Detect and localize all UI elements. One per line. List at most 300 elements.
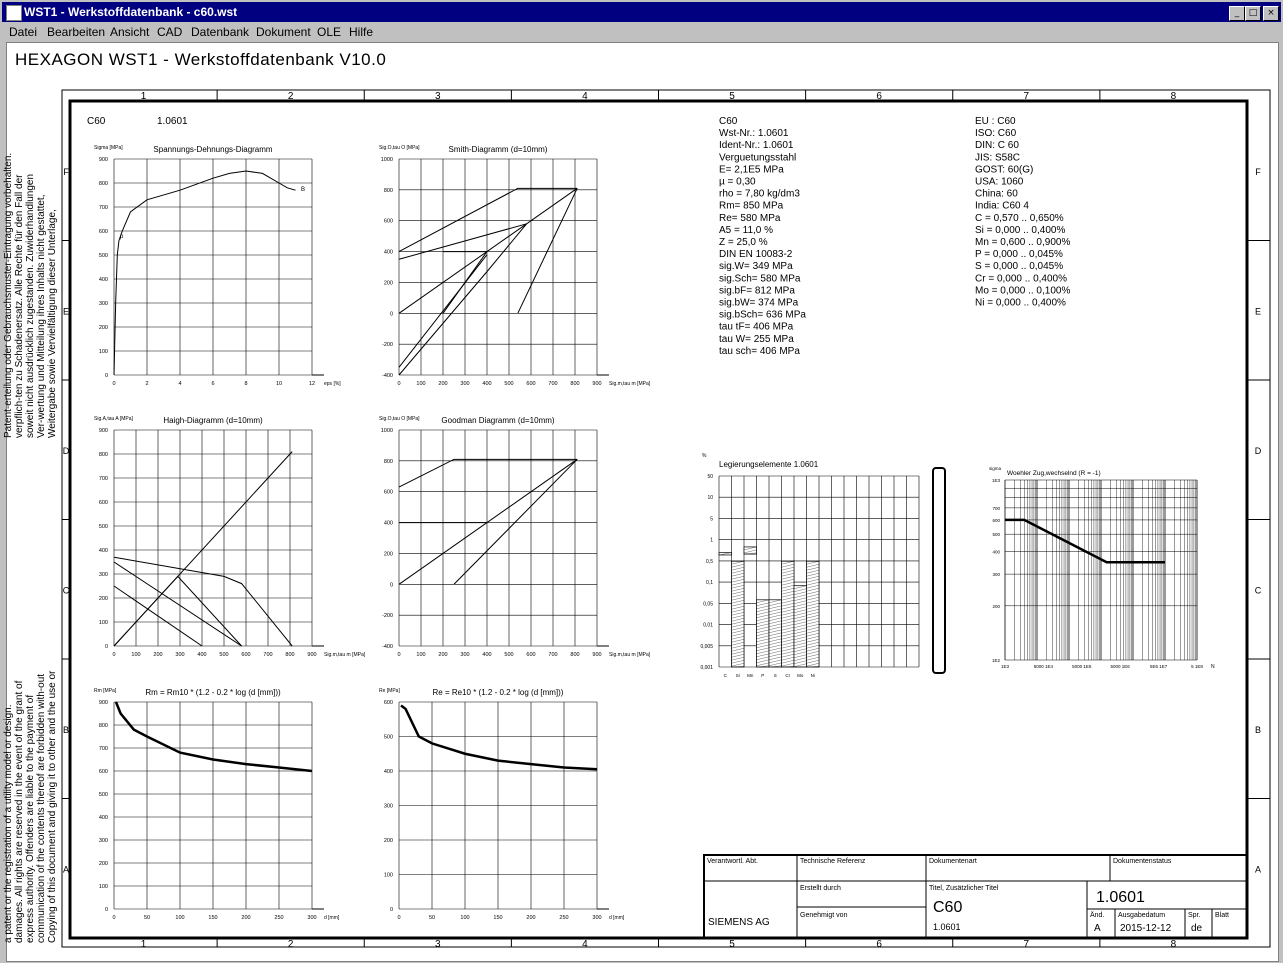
date-value: 2015-12-12 bbox=[1120, 923, 1172, 934]
haigh-ylabel: Sig.A,tau A [MPa] bbox=[94, 416, 133, 422]
alloy-ytick: 10 bbox=[707, 495, 713, 502]
goodman-xtick: 300 bbox=[460, 652, 470, 658]
menu-cad[interactable]: CAD bbox=[157, 25, 183, 39]
goodman-xtick: 700 bbox=[548, 652, 558, 658]
woehler-ytick: 500 bbox=[992, 532, 1000, 538]
menu-bearbeiten[interactable]: Bearbeiten bbox=[47, 25, 106, 39]
row-label-right-B: B bbox=[1254, 724, 1262, 735]
rm-xtick: 250 bbox=[274, 915, 284, 921]
goodman-series-3 bbox=[454, 459, 577, 584]
haigh-xtick: 600 bbox=[241, 652, 251, 658]
re-xtick: 0 bbox=[397, 915, 401, 921]
property-line: Verguetungsstahl bbox=[719, 152, 797, 164]
rm-xtick: 50 bbox=[143, 915, 151, 921]
column-label-1: 1 bbox=[140, 91, 147, 102]
label-approved: Genehmigt von bbox=[800, 912, 848, 919]
row-label-right-A: A bbox=[1254, 864, 1262, 875]
standard-line: China: 60 bbox=[975, 188, 1018, 200]
window-title: WST1 - Werkstoffdatenbank - c60.wst bbox=[24, 5, 238, 19]
haigh-xtick: 100 bbox=[131, 652, 141, 658]
row-label-C: C bbox=[62, 585, 70, 596]
stress-strain-xlabel: eps [%] bbox=[324, 381, 341, 387]
re-series-0 bbox=[401, 705, 597, 769]
re-ytick: 400 bbox=[383, 769, 393, 775]
alloy-scale-bar bbox=[933, 468, 945, 673]
stress-strain-xtick: 10 bbox=[275, 381, 283, 387]
column-label-bottom-1: 1 bbox=[140, 939, 147, 950]
goodman-xtick: 600 bbox=[526, 652, 536, 658]
property-line: µ = 0,30 bbox=[719, 176, 756, 188]
woehler-xtick: 5 1E8 bbox=[1191, 664, 1203, 669]
rm-ytick: 500 bbox=[98, 792, 108, 798]
haigh-title: Haigh-Diagramm (d=10mm) bbox=[163, 416, 263, 425]
smith-xtick: 900 bbox=[592, 381, 602, 387]
title-bar[interactable] bbox=[2, 2, 1281, 22]
property-line: Rm= 850 MPa bbox=[719, 200, 784, 212]
menu-datei[interactable]: Datei bbox=[9, 25, 38, 39]
haigh-ytick: 900 bbox=[98, 428, 108, 434]
close-button[interactable]: × bbox=[1263, 6, 1279, 21]
smith-chart bbox=[379, 145, 651, 387]
haigh-ytick: 200 bbox=[98, 596, 108, 602]
property-line: Wst-Nr.: 1.0601 bbox=[719, 128, 789, 140]
standards-list bbox=[975, 116, 1070, 309]
woehler-ytick: 1E2 bbox=[991, 658, 1000, 663]
row-label-E: E bbox=[62, 306, 70, 317]
column-label-3: 3 bbox=[435, 91, 441, 102]
stress-strain-annotation-b: B bbox=[301, 187, 306, 193]
property-line: E= 2,1E5 MPa bbox=[719, 164, 784, 176]
menu-bar bbox=[2, 23, 1281, 41]
woehler-ytick: 200 bbox=[992, 603, 1000, 609]
standard-line: Cr = 0,000 .. 0,400% bbox=[975, 273, 1068, 285]
stress-strain-series-0 bbox=[114, 171, 296, 375]
stress-strain-ytick: 200 bbox=[98, 325, 108, 331]
haigh-xtick: 500 bbox=[219, 652, 229, 658]
alloy-xtick-Mo: Mo bbox=[797, 673, 804, 678]
property-line: rho = 7,80 kg/dm3 bbox=[719, 188, 800, 200]
standard-line: DIN: C 60 bbox=[975, 140, 1019, 152]
column-label-bottom-2: 2 bbox=[287, 939, 294, 950]
re-xtick: 50 bbox=[428, 915, 436, 921]
haigh-ytick: 600 bbox=[98, 500, 108, 506]
rm-ylabel: Rm [MPa] bbox=[94, 688, 117, 694]
property-line: tau tF= 406 MPa bbox=[719, 321, 794, 333]
standard-line: Si = 0,000 .. 0,400% bbox=[975, 224, 1066, 236]
standard-line: Mo = 0,000 .. 0,100% bbox=[975, 285, 1071, 297]
sidenote-bottom bbox=[3, 670, 58, 943]
re-xlabel: d [mm] bbox=[609, 915, 625, 921]
menu-hilfe[interactable]: Hilfe bbox=[349, 25, 374, 39]
smith-xtick: 300 bbox=[460, 381, 470, 387]
re-title: Re = Re10 * (1.2 - 0.2 * log (d [mm])) bbox=[432, 688, 564, 697]
smith-ytick: 1000 bbox=[380, 157, 393, 163]
smith-xlabel: Sig.m,tau m [MPa] bbox=[609, 381, 651, 387]
rm-series-0 bbox=[116, 702, 312, 771]
stress-strain-ytick: 300 bbox=[98, 301, 108, 307]
standard-line: JIS: S58C bbox=[975, 152, 1021, 164]
woehler-ytick: 400 bbox=[992, 549, 1000, 555]
rm-ytick: 900 bbox=[98, 700, 108, 706]
property-line: sig.bSch= 636 MPa bbox=[719, 309, 806, 321]
row-label-B: B bbox=[62, 724, 70, 735]
inner-frame bbox=[70, 101, 1247, 938]
sidenote-line: a patent or the registration of a utility model or design. bbox=[3, 704, 14, 943]
stress-strain-chart bbox=[94, 145, 341, 387]
sidenote-line: Ver-wertung und Mitteilung ihres Inhalts nicht gestattet, bbox=[36, 194, 47, 438]
woehler-ytick: 600 bbox=[992, 517, 1000, 523]
menu-ole[interactable]: OLE bbox=[317, 25, 342, 39]
alloy-ytick: 1 bbox=[710, 537, 713, 544]
re-chart bbox=[379, 688, 625, 921]
row-label-right-C: C bbox=[1254, 585, 1262, 596]
alloy-xtick-S: S bbox=[773, 673, 777, 678]
sidenote-line: verpflich-ten zu Schadenersatz. Alle Rechte für den Fall der bbox=[14, 174, 25, 438]
woehler-xtick: 5000 1E6 bbox=[1110, 664, 1130, 669]
column-label-5: 5 bbox=[729, 91, 735, 102]
smith-xtick: 700 bbox=[548, 381, 558, 387]
alloy-xtick-Mn: Mn bbox=[747, 673, 754, 678]
haigh-xlabel: Sig.m,tau m [MPa] bbox=[324, 652, 366, 658]
woehler-xtick: 5E6 1E7 bbox=[1149, 664, 1168, 669]
haigh-ytick: 800 bbox=[98, 452, 108, 458]
goodman-xtick: 500 bbox=[504, 652, 514, 658]
sidenote-line: soweit nicht ausdrücklich zugestanden. Zuwiderhandlungen bbox=[25, 173, 36, 438]
woehler-xtick: 5000 1E4 bbox=[1033, 664, 1054, 669]
haigh-xtick: 200 bbox=[153, 652, 163, 658]
goodman-xtick: 200 bbox=[438, 652, 448, 658]
column-label-bottom-5: 5 bbox=[729, 939, 735, 950]
haigh-ytick: 500 bbox=[98, 524, 108, 530]
rm-ytick: 200 bbox=[98, 861, 108, 867]
woehler-xtick: 5000 1E5 bbox=[1072, 664, 1092, 669]
goodman-series-2 bbox=[399, 459, 577, 584]
row-label-right-E: E bbox=[1254, 306, 1262, 317]
doc-title: C60 bbox=[933, 899, 963, 916]
stress-strain-xtick: 2 bbox=[145, 381, 149, 387]
rm-xlabel: d [mm] bbox=[324, 915, 340, 921]
page-title: HEXAGON WST1 - Werkstoffdatenbank V10.0 bbox=[15, 50, 387, 69]
column-label-8: 8 bbox=[1170, 91, 1177, 102]
smith-series-0 bbox=[399, 188, 577, 251]
re-ytick: 600 bbox=[383, 700, 393, 706]
stress-strain-xtick: 4 bbox=[178, 381, 182, 387]
column-label-bottom-6: 6 bbox=[876, 939, 882, 950]
goodman-ytick: 0 bbox=[389, 582, 393, 589]
alloy-xtick-P: P bbox=[761, 673, 765, 678]
goodman-ytick: 400 bbox=[383, 520, 393, 527]
rev-value: A bbox=[1094, 923, 1101, 934]
sidenote-line: Weitergabe sowie Vervielfältigung dieser Unterlage, bbox=[47, 209, 58, 438]
column-label-2: 2 bbox=[287, 91, 294, 102]
sidenote-line: damages. All rights are reserved in the event of the grant of bbox=[14, 680, 25, 943]
smith-ylabel: Sig.O,tau O [MPa] bbox=[379, 145, 420, 151]
property-line: tau W= 255 MPa bbox=[719, 333, 794, 345]
woehler-ylabel: sigma bbox=[989, 466, 1002, 471]
material-name: C60 bbox=[87, 116, 106, 127]
alloy-bar-Ni bbox=[807, 561, 820, 667]
doc-subtitle: 1.0601 bbox=[933, 922, 961, 932]
woehler-title: Woehler Zug,wechselnd (R = -1) bbox=[1007, 470, 1101, 477]
column-label-6: 6 bbox=[876, 91, 882, 102]
haigh-series-1 bbox=[114, 562, 242, 646]
label-title: Titel, Zusätzlicher Titel bbox=[929, 885, 999, 892]
menu-ansicht[interactable]: Ansicht bbox=[110, 25, 150, 39]
smith-series-7 bbox=[518, 188, 577, 313]
re-ytick: 200 bbox=[383, 838, 393, 844]
re-xtick: 150 bbox=[493, 915, 503, 921]
rm-chart bbox=[94, 688, 340, 921]
row-label-right-D: D bbox=[1254, 445, 1262, 456]
haigh-xtick: 300 bbox=[175, 652, 185, 658]
property-line: sig.bW= 374 MPa bbox=[719, 297, 799, 309]
rm-ytick: 400 bbox=[98, 815, 108, 821]
goodman-ytick: 600 bbox=[383, 489, 393, 496]
sidenote-line: Copying of this document and giving it to other and the use or bbox=[47, 670, 58, 943]
outer-frame bbox=[62, 90, 1270, 947]
property-line: Ident-Nr.: 1.0601 bbox=[719, 140, 794, 152]
property-line: Z = 25,0 % bbox=[719, 237, 768, 248]
haigh-xtick: 700 bbox=[263, 652, 273, 658]
properties-list bbox=[719, 116, 806, 357]
goodman-ytick: 1000 bbox=[380, 428, 393, 434]
document-canvas[interactable] bbox=[3, 42, 1279, 962]
property-line: sig.Sch= 580 MPa bbox=[719, 273, 801, 285]
lang-value: de bbox=[1191, 923, 1203, 934]
column-label-bottom-3: 3 bbox=[435, 939, 441, 950]
rm-xtick: 100 bbox=[175, 915, 185, 921]
doc-number: 1.0601 bbox=[1096, 889, 1145, 906]
app-icon[interactable] bbox=[6, 5, 22, 21]
stress-strain-ylabel: Sigma [MPa] bbox=[94, 145, 123, 151]
standard-line: USA: 1060 bbox=[975, 176, 1024, 188]
smith-title: Smith-Diagramm (d=10mm) bbox=[448, 145, 548, 154]
sidenote-top bbox=[3, 153, 58, 438]
property-line: A5 = 11,0 % bbox=[719, 224, 774, 236]
standard-line: ISO: C60 bbox=[975, 128, 1017, 140]
standard-line: P = 0,000 .. 0,045% bbox=[975, 249, 1063, 261]
haigh-ytick: 700 bbox=[98, 476, 108, 482]
row-label-right-F: F bbox=[1255, 166, 1261, 177]
goodman-xtick: 0 bbox=[397, 652, 401, 658]
rm-ytick: 0 bbox=[104, 907, 108, 913]
column-label-bottom-8: 8 bbox=[1170, 939, 1177, 950]
menu-dokument[interactable]: Dokument bbox=[256, 25, 311, 39]
goodman-series-0 bbox=[399, 459, 577, 487]
material-number: 1.0601 bbox=[157, 116, 188, 127]
haigh-xtick: 900 bbox=[307, 652, 317, 658]
woehler-ytick: 700 bbox=[992, 505, 1000, 511]
rm-xtick: 300 bbox=[307, 915, 317, 921]
stress-strain-xtick: 0 bbox=[112, 381, 116, 387]
woehler-chart bbox=[989, 466, 1215, 670]
smith-ytick: -400 bbox=[381, 373, 393, 379]
rm-ytick: 600 bbox=[98, 769, 108, 775]
label-responsible: Verantwortl. Abt. bbox=[707, 858, 758, 865]
label-lang: Spr. bbox=[1188, 912, 1201, 919]
label-rev: Änd. bbox=[1090, 912, 1105, 919]
goodman-xtick: 400 bbox=[482, 652, 492, 658]
haigh-ytick: 100 bbox=[98, 620, 108, 626]
stress-strain-ytick: 500 bbox=[98, 253, 108, 259]
stress-strain-annotation-p: p bbox=[120, 234, 124, 240]
alloy-chart bbox=[700, 453, 945, 678]
smith-ytick: 800 bbox=[383, 187, 393, 194]
row-label-F: F bbox=[63, 166, 69, 177]
re-xtick: 200 bbox=[526, 915, 536, 921]
stress-strain-title: Spannungs-Dehnungs-Diagramm bbox=[153, 145, 273, 154]
woehler-ytick: 300 bbox=[992, 572, 1000, 578]
smith-series-4 bbox=[399, 188, 577, 313]
smith-xtick: 100 bbox=[416, 381, 426, 387]
property-line: tau sch= 406 MPa bbox=[719, 345, 800, 357]
haigh-xtick: 0 bbox=[112, 652, 116, 658]
sidenote-line: express authority. Offenders are liable to the payment of bbox=[25, 694, 36, 943]
re-ylabel: Re [MPa] bbox=[379, 688, 400, 694]
alloy-ylabel: % bbox=[702, 453, 707, 459]
column-label-bottom-7: 7 bbox=[1023, 939, 1030, 950]
smith-ytick: -200 bbox=[381, 342, 393, 349]
smith-ytick: 200 bbox=[383, 280, 393, 287]
maximize-button[interactable]: □ bbox=[1245, 6, 1261, 21]
sidenote-top-text bbox=[3, 153, 58, 438]
goodman-title: Goodman Diagramm (d=10mm) bbox=[441, 416, 555, 425]
stress-strain-xtick: 8 bbox=[244, 381, 248, 387]
stress-strain-xtick: 12 bbox=[308, 381, 316, 387]
sidenote-line: Patent-erteilung oder Gebrauchsmuster-Eintragung vorbehalten. bbox=[3, 152, 14, 438]
property-line: sig.W= 349 MPa bbox=[719, 261, 793, 273]
stress-strain-ytick: 0 bbox=[104, 373, 108, 379]
alloy-ytick: 0,005 bbox=[700, 643, 713, 650]
stress-strain-ytick: 100 bbox=[98, 349, 108, 355]
goodman-ytick: -400 bbox=[381, 644, 393, 650]
standard-line: GOST: 60(G) bbox=[975, 164, 1034, 176]
re-xtick: 100 bbox=[460, 915, 470, 921]
smith-xtick: 0 bbox=[397, 381, 401, 387]
column-label-7: 7 bbox=[1023, 91, 1030, 102]
rm-ytick: 100 bbox=[98, 884, 108, 890]
stress-strain-ytick: 800 bbox=[98, 181, 108, 187]
goodman-xlabel: Sig.m,tau m [MPa] bbox=[609, 652, 651, 658]
alloy-bar-Si bbox=[732, 561, 745, 667]
column-label-bottom-4: 4 bbox=[582, 939, 588, 950]
smith-xtick: 400 bbox=[482, 381, 492, 387]
re-ytick: 300 bbox=[383, 803, 393, 810]
standard-line: C = 0,570 .. 0,650% bbox=[975, 212, 1064, 224]
smith-xtick: 600 bbox=[526, 381, 536, 387]
goodman-ytick: 200 bbox=[383, 551, 393, 558]
goodman-xtick: 900 bbox=[592, 652, 602, 658]
rm-xtick: 150 bbox=[208, 915, 218, 921]
stress-strain-ytick: 900 bbox=[98, 157, 108, 163]
standard-line: EU : C60 bbox=[975, 116, 1016, 127]
alloy-xtick-C: C bbox=[723, 673, 727, 678]
haigh-ytick: 400 bbox=[98, 548, 108, 554]
standard-line: India: C60 4 bbox=[975, 200, 1029, 212]
re-xtick: 250 bbox=[559, 915, 569, 921]
alloy-xtick-Cr: Cr bbox=[785, 673, 791, 678]
standard-line: S = 0,000 .. 0,045% bbox=[975, 261, 1064, 273]
goodman-xtick: 100 bbox=[416, 652, 426, 658]
rm-ytick: 300 bbox=[98, 838, 108, 844]
minimize-button[interactable]: _ bbox=[1229, 6, 1245, 21]
rm-title: Rm = Rm10 * (1.2 - 0.2 * log (d [mm])) bbox=[145, 688, 281, 697]
smith-xtick: 800 bbox=[570, 381, 580, 387]
alloy-ytick: 50 bbox=[707, 474, 713, 480]
column-label-4: 4 bbox=[582, 91, 588, 102]
re-ytick: 0 bbox=[389, 907, 393, 913]
goodman-chart bbox=[379, 416, 651, 658]
haigh-ytick: 0 bbox=[104, 644, 108, 650]
property-line: DIN EN 10083-2 bbox=[719, 249, 793, 261]
row-label-D: D bbox=[62, 445, 70, 456]
rm-ytick: 700 bbox=[98, 746, 108, 752]
haigh-xtick: 400 bbox=[197, 652, 207, 658]
menu-datenbank[interactable]: Datenbank bbox=[191, 25, 250, 39]
smith-xtick: 500 bbox=[504, 381, 514, 387]
stress-strain-ytick: 600 bbox=[98, 229, 108, 235]
stress-strain-xtick: 6 bbox=[211, 381, 215, 387]
smith-ytick: 0 bbox=[389, 311, 393, 318]
drawing-sheet bbox=[3, 43, 1278, 961]
label-docstatus: Dokumentenstatus bbox=[1113, 858, 1172, 865]
sidenote-bottom-text bbox=[3, 670, 58, 943]
alloy-xtick-Ni: Ni bbox=[810, 673, 815, 678]
woehler-series bbox=[1005, 520, 1165, 562]
re-ytick: 500 bbox=[383, 734, 393, 741]
woehler-xtick: 1E3 bbox=[1000, 664, 1010, 669]
woehler-xlabel: N bbox=[1211, 664, 1215, 670]
alloy-ytick: 0,01 bbox=[703, 622, 713, 629]
alloy-xtick-Si: Si bbox=[735, 673, 740, 678]
label-doctype: Dokumentenart bbox=[929, 858, 977, 865]
sidenote-line: communication of the contents thereof are forbidden with-out bbox=[36, 673, 47, 943]
standard-line: Mn = 0,600 .. 0,900% bbox=[975, 237, 1071, 248]
smith-xtick: 200 bbox=[438, 381, 448, 387]
alloy-ytick: 0,5 bbox=[706, 558, 713, 565]
property-line: C60 bbox=[719, 116, 738, 127]
label-techref: Technische Referenz bbox=[800, 858, 866, 865]
goodman-ytick: 800 bbox=[383, 458, 393, 465]
re-xtick: 300 bbox=[592, 915, 602, 921]
row-label-A: A bbox=[62, 864, 70, 875]
woehler-ytick: 1E3 bbox=[991, 478, 1000, 483]
haigh-series-4 bbox=[114, 452, 292, 646]
haigh-chart bbox=[94, 416, 366, 658]
goodman-ylabel: Sig.O,tau O [MPa] bbox=[379, 416, 420, 422]
goodman-ytick: -200 bbox=[381, 613, 393, 620]
alloy-ytick: 5 bbox=[710, 516, 713, 523]
haigh-xtick: 800 bbox=[285, 652, 295, 658]
smith-ytick: 600 bbox=[383, 218, 393, 225]
title-block bbox=[704, 855, 1247, 938]
alloy-bar-Cr bbox=[782, 561, 795, 667]
property-line: sig.bF= 812 MPa bbox=[719, 285, 795, 297]
company-name: SIEMENS AG bbox=[708, 917, 770, 928]
re-ytick: 100 bbox=[383, 872, 393, 879]
rm-xtick: 200 bbox=[241, 915, 251, 921]
rm-xtick: 0 bbox=[112, 915, 116, 921]
standard-line: Ni = 0,000 .. 0,400% bbox=[975, 297, 1066, 309]
stress-strain-ytick: 700 bbox=[98, 205, 108, 211]
label-sheet: Blatt bbox=[1215, 912, 1230, 919]
haigh-series-3 bbox=[114, 576, 242, 646]
alloy-ytick: 0,1 bbox=[706, 580, 713, 587]
label-created: Erstellt durch bbox=[800, 885, 841, 892]
smith-ytick: 400 bbox=[383, 249, 393, 256]
haigh-series-0 bbox=[114, 557, 292, 646]
alloy-ytick: 0,001 bbox=[700, 665, 713, 671]
